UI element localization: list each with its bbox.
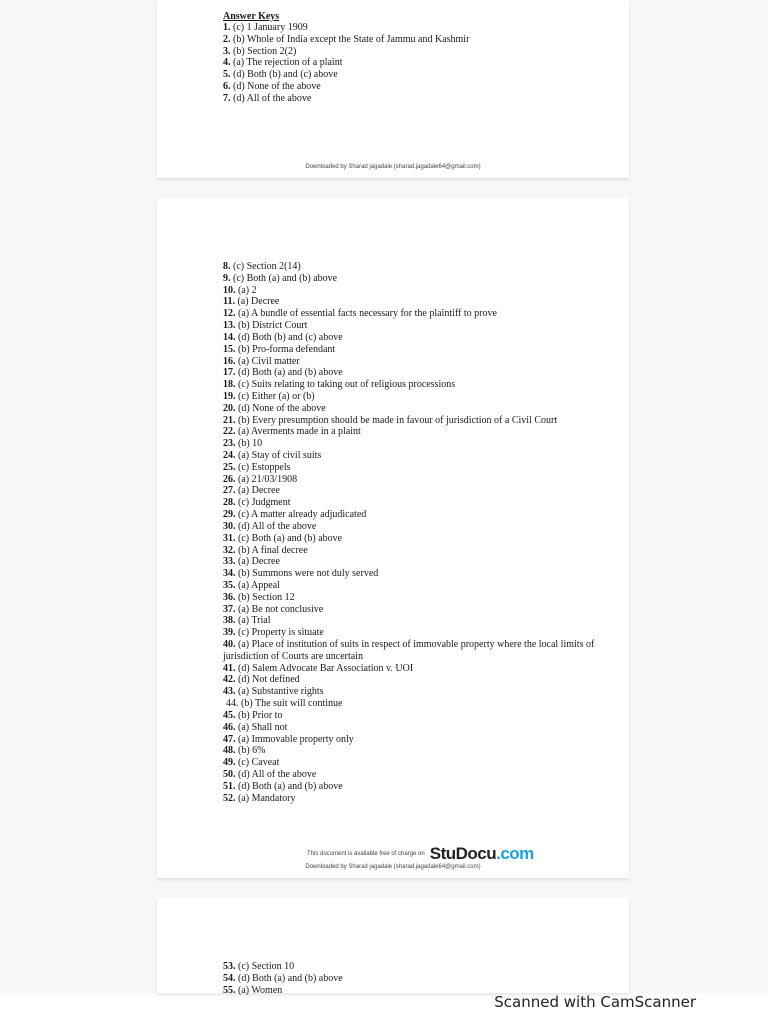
answer-text: (a) 2 [238, 284, 257, 296]
answer-text: (d) Salem Advocate Bar Association v. UOI [238, 662, 414, 674]
answer-text: (b) District Court [238, 320, 308, 332]
answer-text: (c) Property is situate [238, 627, 324, 639]
answer-text: (d) Both (b) and (c) above [238, 331, 343, 343]
answer-text: (d) None of the above [233, 81, 321, 93]
studocu-logo-name: StuDocu [429, 844, 497, 863]
answer-item [223, 34, 469, 46]
answer-text: (a) Mandatory [238, 792, 296, 804]
answer-text: (a) Women [238, 984, 283, 996]
answer-number: 1. [223, 22, 231, 33]
answer-text: (c) Both (a) and (b) above [233, 272, 338, 284]
answer-number: 10. [223, 284, 236, 296]
answer-number: 51. [223, 780, 236, 792]
answer-number: 55. [223, 984, 236, 996]
answer-item [223, 344, 629, 356]
answer-item [223, 462, 629, 474]
answer-item [223, 391, 629, 403]
answer-item [223, 793, 629, 805]
answer-text: (a) Be not conclusive [238, 603, 324, 615]
answer-item [223, 521, 629, 533]
answer-number: 40. [223, 639, 236, 650]
answer-number: 12. [223, 308, 236, 320]
answer-text: (c) Both (a) and (b) above [238, 532, 343, 544]
answer-text: (b) 6% [238, 745, 266, 757]
answer-item [223, 367, 629, 379]
answer-item [223, 985, 343, 997]
download-footer: Downloaded by Sharad jagadale (sharad.jagadale64@gmail.com) [305, 864, 481, 870]
answer-item [223, 379, 629, 391]
answer-number: 13. [223, 320, 236, 332]
answer-number: 15. [223, 343, 236, 355]
answer-text: (d) Both (b) and (c) above [233, 69, 338, 81]
answer-number: 17. [223, 367, 236, 379]
answer-text: (d) Both (a) and (b) above [238, 367, 343, 379]
answer-item [223, 973, 343, 985]
document-page-1 [157, 0, 629, 178]
answer-item [223, 639, 629, 663]
answer-number: 18. [223, 379, 236, 391]
answer-number: 30. [223, 520, 236, 532]
answer-number: 27. [223, 485, 236, 497]
document-page-3 [157, 898, 629, 996]
answer-number: 54. [223, 972, 236, 984]
answer-item [223, 545, 629, 557]
studocu-banner [307, 843, 534, 865]
studocu-logo [430, 844, 534, 864]
answer-number: 8. [223, 261, 231, 272]
answer-item [223, 296, 629, 308]
answer-text: (a) Decree [237, 296, 280, 308]
answer-text: (d) All of the above [238, 520, 317, 532]
answer-number: 7. [223, 92, 231, 104]
answer-number: 33. [223, 556, 236, 568]
answer-item [223, 81, 469, 93]
answer-number: 4. [223, 57, 231, 69]
answer-item [223, 627, 629, 639]
answer-list [223, 22, 469, 105]
answer-text: (a) Decree [238, 485, 280, 497]
answer-text: (b) Summons were not duly served [238, 568, 379, 580]
answer-text: (b) Pro-forma defendant [238, 343, 336, 355]
answer-text: (b) Every presumption should be made in favour of jurisdiction of a Civil Court [238, 414, 558, 426]
answer-text: (c) Section 10 [238, 961, 295, 972]
answer-number: 5. [223, 69, 231, 81]
answer-item [223, 403, 629, 415]
answer-text: (a) Appeal [238, 579, 280, 591]
answer-text: (c) 1 January 1909 [233, 22, 308, 33]
answer-number: 36. [223, 591, 236, 603]
answer-number: 52. [223, 792, 236, 804]
answer-item [223, 698, 629, 710]
answer-number: 23. [223, 438, 236, 450]
answer-text: (a) Immovable property only [238, 733, 354, 745]
studocu-note: This document is available free of charge on [307, 851, 425, 857]
answer-item [223, 332, 629, 344]
answer-number: 28. [223, 497, 236, 509]
answer-number: 49. [223, 757, 236, 769]
answer-number: 16. [223, 355, 236, 367]
answer-item [223, 509, 629, 521]
answer-text: (b) The suit will continue [241, 698, 343, 710]
answer-number: 21. [223, 414, 236, 426]
answer-text: (d) Both (a) and (b) above [238, 972, 343, 984]
answer-number: 2. [223, 33, 231, 45]
answer-item [223, 580, 629, 592]
answer-number: 11. [223, 296, 235, 308]
answer-text: (c) Suits relating to taking out of religious processions [238, 379, 456, 391]
answer-item [223, 686, 629, 698]
answer-item [223, 568, 629, 580]
answer-text: (a) Averments made in a plaint [238, 426, 361, 438]
answer-number: 9. [223, 272, 231, 284]
document-page-2 [157, 198, 629, 878]
answer-text: (c) Section 2(14) [233, 261, 301, 272]
answer-item [223, 674, 629, 686]
answer-item [223, 356, 629, 368]
answer-number: 3. [223, 45, 231, 57]
answer-item [223, 745, 629, 757]
answer-item [223, 663, 629, 675]
answer-text: (a) Decree [238, 556, 280, 568]
answer-number: 48. [223, 745, 236, 757]
answer-number: 6. [223, 81, 231, 93]
answer-item [223, 57, 469, 69]
answer-text: (a) 21/03/1908 [238, 473, 298, 485]
answer-number: 32. [223, 544, 236, 556]
answer-item [223, 474, 629, 486]
answer-number: 46. [223, 721, 236, 733]
answer-text: (a) Stay of civil suits [238, 450, 322, 461]
answer-item [223, 710, 629, 722]
answer-number: 22. [223, 426, 236, 438]
answer-item [223, 69, 469, 81]
studocu-logo-tld: .com [496, 844, 534, 863]
answer-text: (a) Civil matter [238, 355, 300, 367]
answer-number: 35. [223, 579, 236, 591]
answer-text: (b) A final decree [238, 544, 308, 556]
answer-text: (a) Substantive rights [238, 686, 324, 698]
answer-number: 43. [223, 686, 236, 698]
answer-number: 14. [223, 331, 236, 343]
answer-text: (d) All of the above [233, 92, 312, 104]
answer-text: (b) Prior to [238, 709, 283, 721]
answer-item [223, 556, 629, 568]
answer-text: (c) A matter already adjudicated [238, 509, 367, 521]
answer-text: (d) Both (a) and (b) above [238, 780, 343, 792]
answer-text: (a) The rejection of a plaint [233, 57, 343, 69]
answer-item [223, 734, 629, 746]
answer-item [223, 320, 629, 332]
answer-item [223, 261, 629, 273]
answer-item [223, 769, 629, 781]
answer-text: (a) Shall not [238, 721, 288, 733]
answer-text: (a) Place of institution of suits in respect of immovable property where the local limits of jurisdiction of Courts are uncertain [223, 639, 595, 662]
answer-text: (d) All of the above [238, 768, 317, 780]
answer-text: (d) Not defined [238, 674, 300, 686]
answer-text: (a) A bundle of essential facts necessary for the plaintiff to prove [238, 308, 497, 320]
answer-text: (d) None of the above [238, 402, 326, 414]
answer-text: (c) Judgment [238, 497, 291, 509]
answer-text: (b) Section 12 [238, 591, 295, 603]
answer-number: 41. [223, 662, 236, 674]
answer-number: 45. [223, 709, 236, 721]
camscanner-watermark: Scanned with CamScanner [494, 993, 696, 1011]
answer-item [223, 438, 629, 450]
answer-number: 24. [223, 450, 236, 461]
answer-item [223, 757, 629, 769]
answer-number: 26. [223, 473, 236, 485]
answer-number: 25. [223, 461, 236, 473]
answer-item [223, 497, 629, 509]
answer-text: (c) Either (a) or (b) [238, 390, 315, 402]
answer-item [223, 415, 629, 427]
answer-item [223, 46, 469, 58]
answer-number: 31. [223, 532, 236, 544]
answer-text: (b) 10 [238, 438, 263, 450]
answer-text: (b) Section 2(2) [233, 45, 297, 57]
answer-item [223, 285, 629, 297]
answer-number: 37. [223, 603, 236, 615]
answer-item [223, 592, 629, 604]
download-footer: Downloaded by Sharad jagadale (sharad.jagadale64@gmail.com) [305, 164, 481, 170]
answer-number: 34. [223, 568, 236, 580]
answer-text: (c) Estoppels [238, 461, 291, 473]
answer-item [223, 781, 629, 793]
answer-number: 44. [226, 698, 239, 710]
answer-number: 47. [223, 733, 236, 745]
answer-keys-heading: Answer Keys [223, 11, 280, 22]
answer-number: 50. [223, 768, 236, 780]
answer-item [223, 450, 629, 462]
answer-number: 42. [223, 674, 236, 686]
answer-item [223, 533, 629, 545]
answer-item [223, 273, 629, 285]
answer-item [223, 615, 629, 627]
answer-number: 29. [223, 509, 236, 521]
answer-item [223, 485, 629, 497]
answer-text: (a) Trial [238, 615, 271, 627]
answer-number: 53. [223, 961, 236, 972]
answer-item [223, 22, 469, 34]
answer-number: 38. [223, 615, 236, 627]
answer-text: (c) Caveat [238, 757, 280, 769]
answer-item [223, 426, 629, 438]
answer-list [223, 961, 343, 996]
answer-list [223, 261, 629, 804]
answer-item [223, 722, 629, 734]
answer-number: 39. [223, 627, 236, 639]
answer-text: (b) Whole of India except the State of Jammu and Kashmir [233, 33, 470, 45]
answer-item [223, 93, 469, 105]
answer-number: 20. [223, 402, 236, 414]
answer-item [223, 604, 629, 616]
answer-item [223, 961, 343, 973]
answer-number: 19. [223, 390, 236, 402]
answer-item [223, 308, 629, 320]
